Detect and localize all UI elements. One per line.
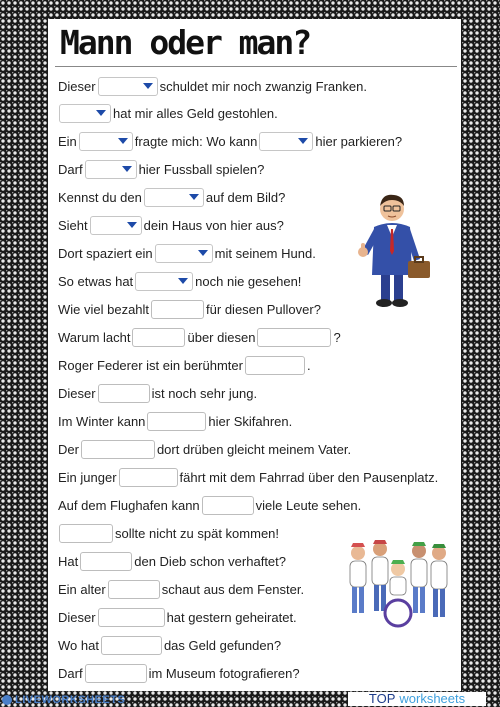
sentence-14 [58,437,351,461]
sentence-1 [58,74,367,98]
sentence-text: Darf [58,665,83,681]
sentence-18 [58,549,286,573]
sentence-13 [58,409,292,433]
chevron-down-icon [127,222,137,228]
sentence-11 [58,353,311,377]
answer-dropdown[interactable] [98,77,158,96]
answer-input[interactable] [59,524,113,543]
sentence-text: Ein alter [58,581,106,597]
sentence-text: fragte mich: Wo kann [134,133,258,149]
sentence-text: Warum lacht [58,329,131,345]
worksheet-title: Mann oder man? [60,23,311,62]
sentence-text: den Dieb schon verhaftet? [134,553,287,569]
sentence-text: ist noch sehr jung. [151,385,258,401]
sentence-text: für diesen Pullover? [206,301,321,317]
sentence-text: Hat [58,553,79,569]
sentence-text: dein Haus von hier aus? [143,217,284,233]
answer-input[interactable] [202,496,254,515]
sentence-22 [58,661,300,685]
chevron-down-icon [118,138,128,144]
sentence-text: So etwas hat [58,273,134,289]
kids-group-illustration [344,539,450,631]
sentence-text: hat mir alles Geld gestohlen. [113,105,278,121]
answer-dropdown[interactable] [155,244,213,263]
sentence-20 [58,605,297,629]
liveworksheets-logo[interactable] [2,694,125,706]
answer-dropdown[interactable] [79,132,133,151]
sentence-12 [58,381,257,405]
answer-input[interactable] [98,384,150,403]
title-divider [55,66,457,67]
sentence-text: Wie viel bezahlt [58,301,150,317]
sentence-text: über diesen [187,329,256,345]
sentence-text: fährt mit dem Fahrrad über den Pausenplatz. [179,469,439,485]
sentence-2 [57,101,278,125]
sentence-text: Dieser [58,385,96,401]
worksheet-page [48,19,461,691]
sentence-text: Darf [58,161,83,177]
answer-dropdown[interactable] [85,160,137,179]
answer-input[interactable] [147,412,206,431]
sentence-3 [58,129,402,153]
sentence-4 [58,157,264,181]
sentence-8 [58,269,301,293]
sentence-text: schuldet mir noch zwanzig Franken. [159,78,367,94]
sentence-text: mit seinem Hund. [214,245,316,261]
sentence-text: ? [333,329,341,345]
sentence-5 [58,185,285,209]
answer-dropdown[interactable] [135,272,193,291]
sentence-9 [58,297,321,321]
chevron-down-icon [143,83,153,89]
chevron-down-icon [122,166,132,172]
sentence-text: dort drüben gleicht meinem Vater. [156,441,352,457]
liveworksheets-brand: LIVEWORKSHEETS [15,694,126,706]
sentence-15 [58,465,438,489]
sentence-text: Dieser [58,78,96,94]
answer-input[interactable] [81,440,155,459]
sentence-text: im Museum fotografieren? [148,665,300,681]
sentence-text: Der [58,441,79,457]
sentence-text: Ein [58,133,77,149]
answer-input[interactable] [245,356,305,375]
chevron-down-icon [298,138,308,144]
sentence-10 [58,325,341,349]
topworksheets-logo[interactable] [348,692,486,706]
sentence-text: hier Fussball spielen? [138,161,265,177]
sentence-text: Kennst du den [58,189,142,205]
sentence-text: viele Leute sehen. [255,497,362,513]
sentence-16 [58,493,361,517]
answer-input[interactable] [132,328,185,347]
answer-dropdown[interactable] [90,216,142,235]
sentence-7 [58,241,316,265]
brand-top: TOP [368,691,396,706]
answer-input[interactable] [257,328,331,347]
answer-input[interactable] [85,664,147,683]
sentence-text: das Geld gefunden? [163,637,282,653]
sentence-text: auf dem Bild? [205,189,286,205]
sentence-text: Roger Federer ist ein berühmter [58,357,243,373]
sentence-text: noch nie gesehen! [195,273,302,289]
answer-input[interactable] [80,552,132,571]
globe-icon [2,695,12,705]
brand-worksheets: worksheets [399,691,466,706]
sentence-text: Dort spaziert ein [58,245,153,261]
chevron-down-icon [189,194,199,200]
sentence-17 [57,521,279,545]
sentence-text: hat gestern geheiratet. [166,609,297,625]
sentence-text: Ein junger [58,469,117,485]
sentence-6 [58,213,284,237]
sentence-text: schaut aus dem Fenster. [161,581,305,597]
sentence-text: sollte nicht zu spät kommen! [115,525,280,541]
sentence-text: . [306,357,311,373]
answer-dropdown[interactable] [144,188,204,207]
sentence-text: Sieht [58,217,88,233]
sentence-19 [58,577,304,601]
sentence-text: Wo hat [58,637,99,653]
chevron-down-icon [96,110,106,116]
sentence-text: Dieser [58,609,96,625]
kid-figures [350,540,447,626]
sentence-21 [58,633,281,657]
sentence-text: hier parkieren? [315,133,403,149]
chevron-down-icon [178,278,188,284]
sentence-text: Auf dem Flughafen kann [58,497,200,513]
answer-input[interactable] [98,608,165,627]
answer-input[interactable] [119,468,178,487]
answer-dropdown[interactable] [259,132,313,151]
answer-input[interactable] [101,636,162,655]
businessman-illustration [354,189,432,311]
answer-input[interactable] [108,580,160,599]
chevron-down-icon [198,250,208,256]
answer-dropdown[interactable] [59,104,111,123]
sentence-text: Im Winter kann [58,413,146,429]
sentence-text: hier Skifahren. [208,413,293,429]
answer-input[interactable] [151,300,204,319]
